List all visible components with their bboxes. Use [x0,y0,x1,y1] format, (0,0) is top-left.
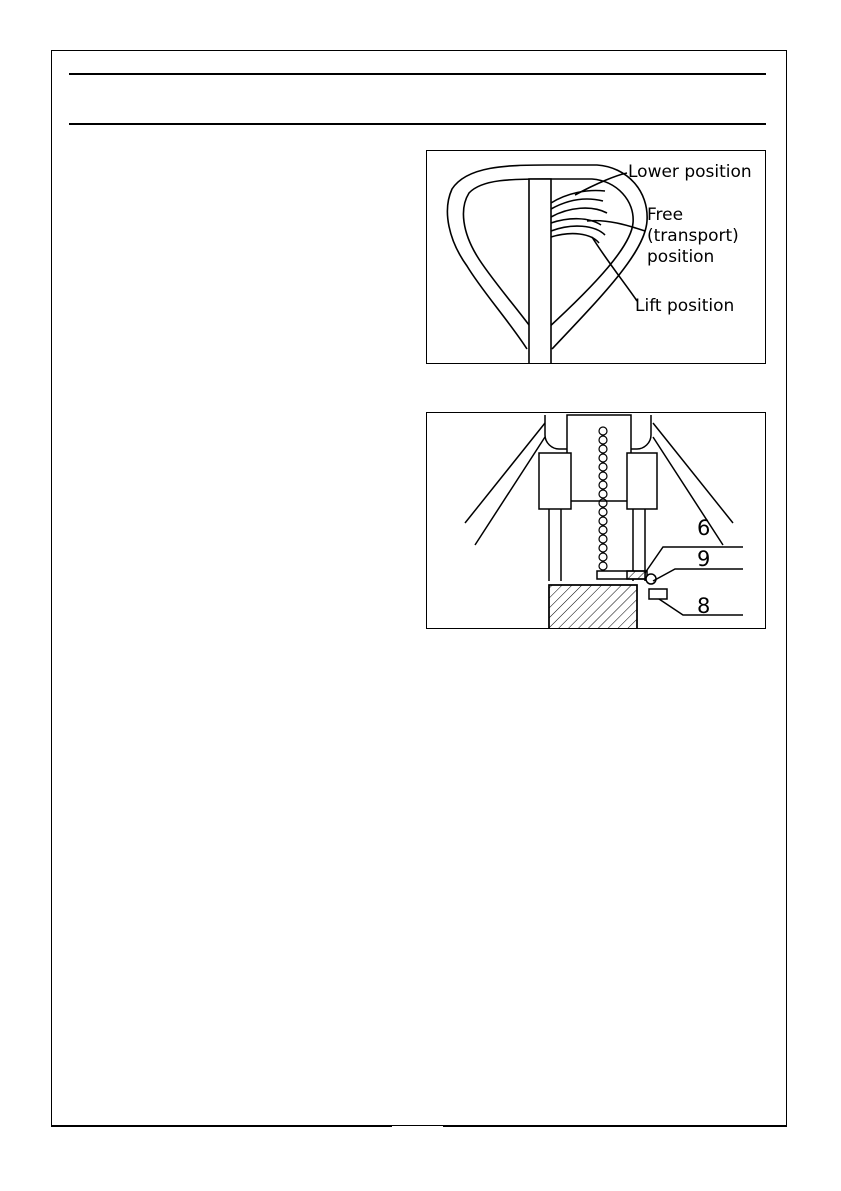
handle-drawing [427,151,766,364]
header-rule-top [69,73,766,75]
header-rule-bottom [69,123,766,125]
free-label-line2: (transport) [647,226,739,246]
footer-rule-right [443,1125,787,1127]
lower-position-label: Lower position [628,162,752,182]
callout-9: 9 [697,547,711,571]
callout-6: 6 [697,516,711,540]
footer-rule-left [51,1125,392,1127]
free-label-line1: Free [647,205,684,225]
chain-assembly-drawing [427,413,766,629]
chain-assembly-figure [426,412,766,629]
handle-positions-figure [426,150,766,364]
lift-position-label: Lift position [635,296,735,316]
callout-8: 8 [697,594,711,618]
free-label-line3: position [647,247,715,267]
